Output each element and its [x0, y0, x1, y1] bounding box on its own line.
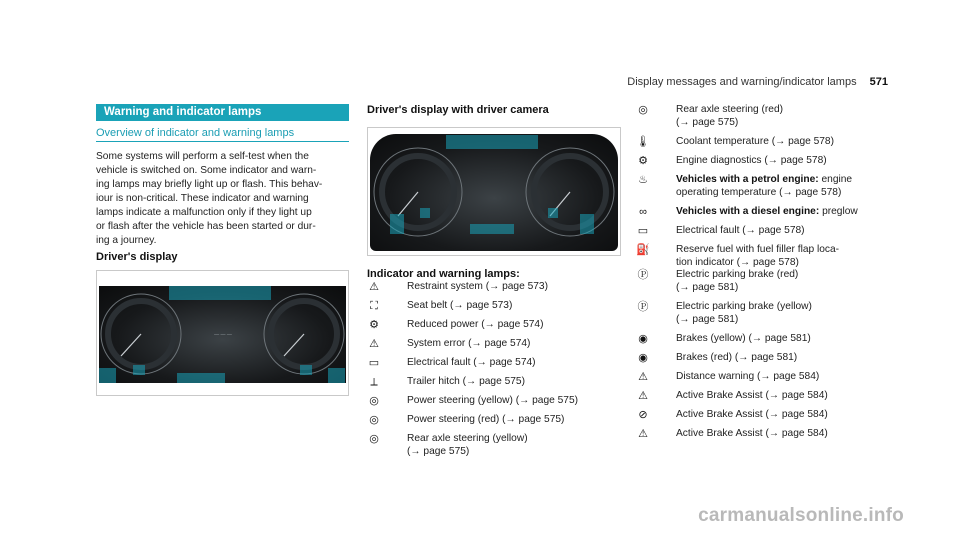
- highlight-right: [328, 368, 345, 383]
- intro-line: Some systems will perform a self-test when the: [96, 151, 309, 162]
- drivers-display-heading: Driver's display: [96, 251, 178, 263]
- lamps-list-middle: [367, 281, 617, 461]
- lamp-description-line: tion indicator (→ page 578): [676, 256, 799, 268]
- lamp-description-line: (→ page 581): [676, 313, 739, 325]
- lamp-condition: Vehicles with a petrol engine:: [676, 174, 819, 185]
- preglow-icon: ∞: [639, 206, 647, 218]
- lamp-description-line: (→ page 575): [676, 116, 739, 128]
- lamp-description: [676, 104, 851, 129]
- intro-line: iour is non-critical. These indicator and warning: [96, 193, 309, 204]
- reserve-fuel-icon: ⛽: [636, 244, 650, 256]
- engine-diagnostics-icon: ⚙: [638, 155, 648, 167]
- running-header: [627, 76, 888, 88]
- lamp-description: System error (→ page 574): [407, 338, 531, 349]
- lamp-description: Power steering (yellow) (→ page 575): [407, 395, 578, 406]
- highlight-right-small: [548, 208, 558, 218]
- active-brake-assist-icon: ⚠: [638, 390, 648, 402]
- lamp-description-line: Reserve fuel with fuel filler flap loca‐: [676, 244, 840, 255]
- lamp-description-line: Rear axle steering (red): [676, 104, 784, 115]
- intro-line: ing lamps may briefly light up or flash. This behav‐: [96, 179, 323, 190]
- lamp-description: [676, 174, 861, 199]
- intro-line: lamps indicate a malfunction only if they light up: [96, 207, 312, 218]
- lamp-description-line: Rear axle steering (yellow): [407, 433, 528, 444]
- lamp-condition: Vehicles with a diesel engine:: [676, 206, 820, 217]
- lamp-description: Active Brake Assist (→ page 584): [676, 390, 828, 401]
- section-title: Warning and indicator lamps: [96, 104, 349, 121]
- trailer-hitch-icon: ⟂: [370, 376, 378, 388]
- lamp-description: Restraint system (→ page 573): [407, 281, 548, 292]
- lamp-description: Brakes (yellow) (→ page 581): [676, 333, 811, 344]
- coolant-temperature-icon: 🌡: [636, 136, 650, 148]
- power-steering-icon: ◎: [369, 395, 379, 407]
- highlight-left: [99, 368, 116, 383]
- section-subtitle: Overview of indicator and warning lamps: [96, 127, 349, 142]
- system-error-icon: ⚠: [369, 338, 379, 350]
- parking-brake-icon: Ⓟ: [637, 301, 649, 313]
- lamp-description-line: [676, 174, 861, 187]
- active-brake-assist-off-icon: ⊘: [638, 409, 648, 421]
- electrical-fault-icon: ▭: [368, 357, 380, 369]
- center-readout: — — —: [214, 332, 232, 338]
- intro-line: or flash after the vehicle has been started or dur‐: [96, 221, 316, 232]
- brake-icon: ◉: [638, 352, 648, 364]
- highlight-left: [390, 214, 404, 234]
- intro-line: ing a journey.: [96, 235, 157, 246]
- lamp-description: Electrical fault (→ page 578): [676, 225, 805, 236]
- electrical-fault-icon: ▭: [637, 225, 649, 237]
- lamp-description-line: (→ page 581): [676, 281, 739, 293]
- distance-warning-icon: ⚠: [638, 371, 648, 383]
- lamp-description: Engine diagnostics (→ page 578): [676, 155, 827, 166]
- highlight-left-small: [420, 208, 430, 218]
- rear-axle-steering-icon: ◎: [369, 433, 379, 445]
- highlight-bottom: [470, 224, 514, 234]
- camera-display-heading: Driver's display with driver camera: [367, 104, 549, 116]
- camera-display-figure: [367, 127, 621, 256]
- lamp-description-line: (→ page 575): [407, 445, 470, 457]
- drivers-display-figure: [96, 270, 349, 396]
- page-number: 571: [869, 76, 888, 88]
- lamp-description: Reduced power (→ page 574): [407, 319, 544, 330]
- lamp-description: Power steering (red) (→ page 575): [407, 414, 565, 425]
- power-steering-icon: ◎: [369, 414, 379, 426]
- highlight-top: [169, 286, 271, 300]
- running-header-title: Display messages and warning/indicator lamps: [627, 76, 857, 88]
- lamp-description: Trailer hitch (→ page 575): [407, 376, 525, 387]
- lamp-description: [407, 433, 582, 458]
- highlight-bottom: [177, 373, 225, 383]
- lamp-description: Active Brake Assist (→ page 584): [676, 409, 828, 420]
- lamps-list-right: [636, 104, 896, 444]
- lamps-heading: Indicator and warning lamps:: [367, 268, 520, 280]
- intro-paragraph: [96, 150, 351, 248]
- parking-brake-icon: Ⓟ: [637, 269, 649, 281]
- lamp-description-line: Electric parking brake (red): [676, 269, 799, 280]
- reduced-power-icon: ⚙: [369, 319, 379, 331]
- lamp-description: [676, 206, 861, 219]
- lamp-description: [676, 301, 851, 326]
- lamp-description: [676, 269, 851, 294]
- engine-temperature-icon: ♨: [638, 174, 648, 186]
- highlight-top: [446, 135, 538, 149]
- lamp-description-line: operating temperature (→ page 578): [676, 186, 842, 198]
- watermark: carmanualsonline.info: [698, 505, 904, 526]
- lamp-text: preglow: [819, 206, 858, 217]
- highlight-left-small: [133, 365, 145, 375]
- brake-icon: ◉: [638, 333, 648, 345]
- lamp-text: engine: [818, 174, 853, 185]
- lamp-description: Active Brake Assist (→ page 584): [676, 428, 828, 439]
- lamp-description: [676, 244, 851, 269]
- lamp-description: Electrical fault (→ page 574): [407, 357, 536, 368]
- intro-line: vehicle is switched on. Some indicator and warn‐: [96, 165, 317, 176]
- airbag-icon: ⚠: [369, 281, 379, 293]
- lamp-description: Seat belt (→ page 573): [407, 300, 513, 311]
- highlight-right: [580, 214, 594, 234]
- lamp-description: Distance warning (→ page 584): [676, 371, 820, 382]
- active-brake-assist-icon: ⚠: [638, 428, 648, 440]
- rear-axle-steering-icon: ◎: [638, 104, 648, 116]
- seat-belt-icon: ⛶: [370, 300, 378, 312]
- lamp-description-line: Electric parking brake (yellow): [676, 301, 812, 312]
- lamp-description: Coolant temperature (→ page 578): [676, 136, 834, 147]
- lamp-description: Brakes (red) (→ page 581): [676, 352, 798, 363]
- highlight-right-small: [300, 365, 312, 375]
